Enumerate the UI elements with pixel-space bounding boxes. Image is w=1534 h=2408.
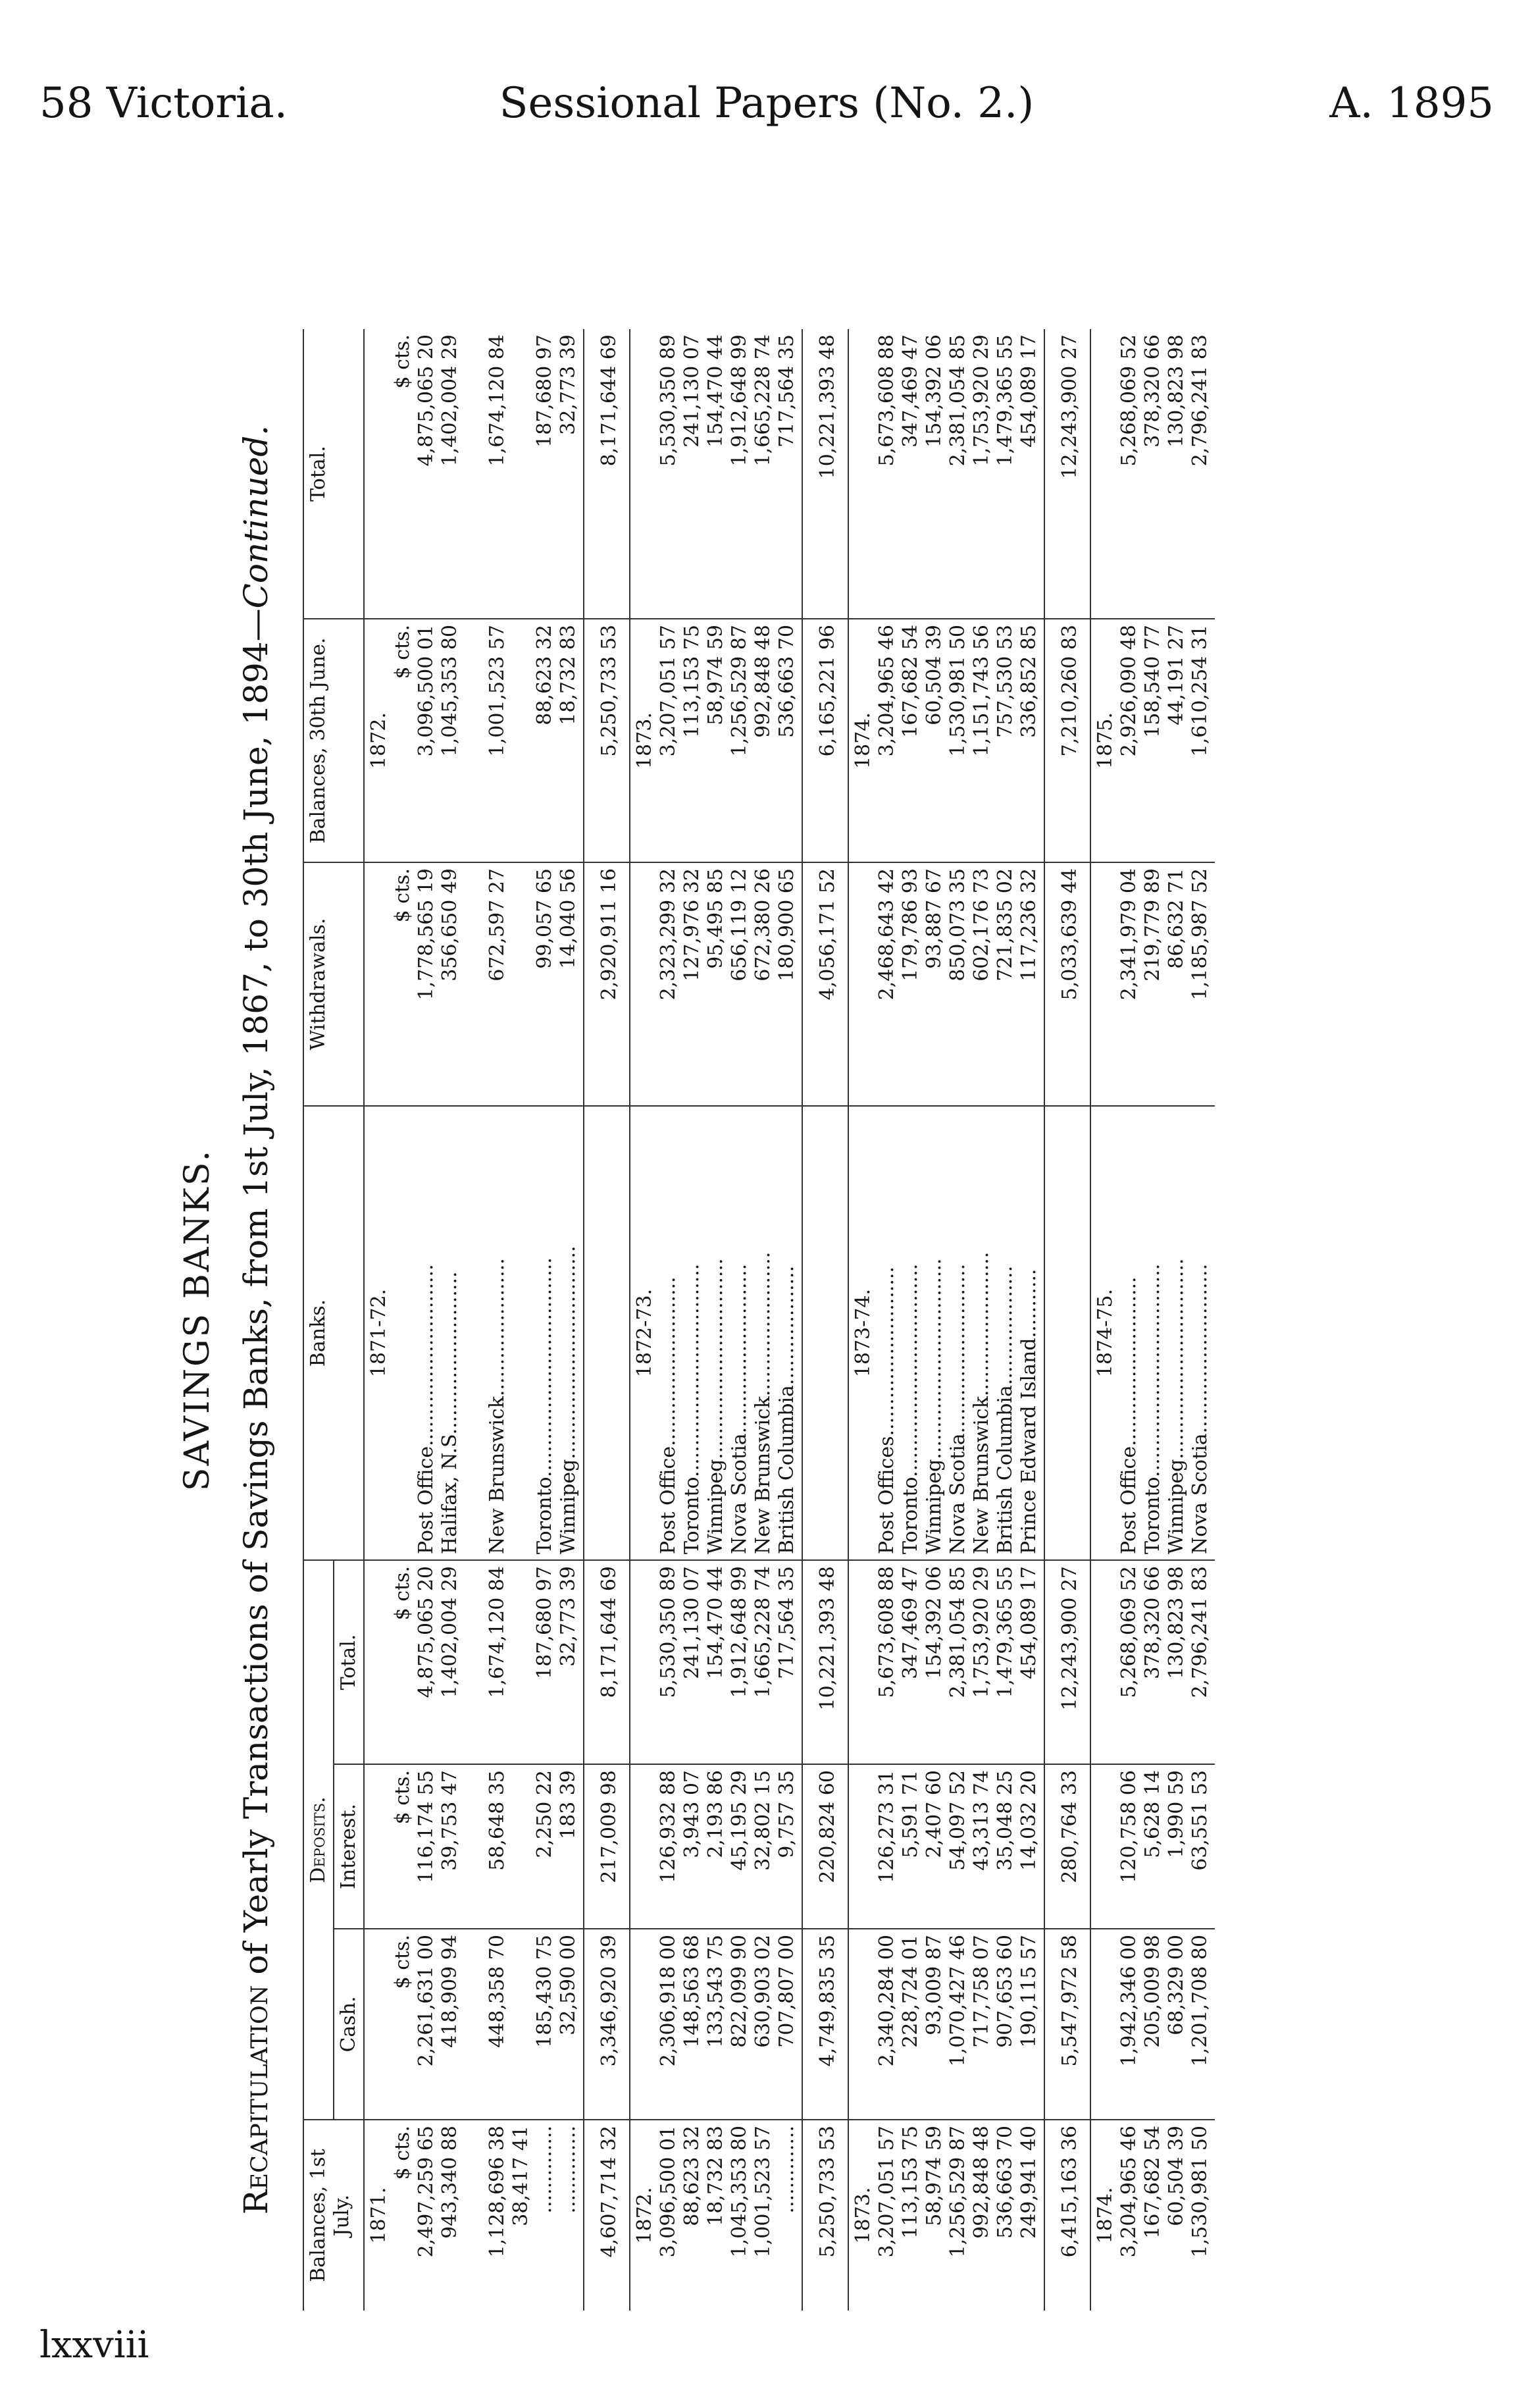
block-row (1090, 329, 1215, 2311)
close-year: 1873. (633, 712, 656, 769)
subtitle-rest: of Yearly Transactions of Savings Banks, from 1st July, 1867, to 30th June, 1894— (237, 608, 275, 1985)
subtotal-banks-empty (802, 1106, 848, 1560)
values: Post Offices........................... Toronto.................................. Winnipeg................................ Nova Scotia........................... New Brunswick....................... British Columbia................... Prince Edward Island........... (875, 1251, 1040, 1554)
open-year: 1871. (367, 2187, 390, 2244)
subtotal-total: 12,243,900 27 (1044, 1560, 1090, 1764)
header-left: 58 Victoria. (39, 79, 288, 128)
fiscal-year: 1874-75. (1094, 1288, 1117, 1378)
subtotal-cash: 5,547,972 58 (1044, 1929, 1090, 2120)
bank-names (630, 1106, 802, 1560)
balances-1st-july (630, 2120, 802, 2311)
withdrawals (364, 862, 584, 1106)
subtotal-balances-1st-july: 5,250,733 53 (816, 2126, 839, 2258)
savings-banks-table (303, 329, 1215, 2311)
balances-1st-july (364, 2120, 584, 2311)
subtotal-balances-1st-july: 6,415,163 36 (1058, 2126, 1081, 2258)
values: 5,530,350 89 241,130 07 154,470 44 1,912,648 99 1,665,228 74 717,564 35 (657, 1566, 798, 1698)
open-year: 1874. (1094, 2187, 1117, 2244)
values: 5,673,608 88 347,469 47 154,392 06 2,381,054 85 1,753,920 29 1,479,365 55 454,089 17 (875, 1566, 1040, 1698)
block-row (364, 329, 584, 2311)
subtotal-withdrawals: 4,056,171 52 (802, 862, 848, 1106)
subtotal-balances-30th-june: 6,165,221 96 (802, 619, 848, 862)
col-interest: Interest. (334, 1764, 364, 1929)
values: 3,204,965 46 167,682 54 60,504 39 1,530,981 50 (1117, 2126, 1212, 2258)
close-year: 1874. (852, 712, 875, 769)
balances-30th-june (1090, 619, 1215, 862)
subtotal-interest: 280,764 33 (1044, 1764, 1090, 1929)
col-grand-total: Total. (303, 329, 364, 619)
values: 2,926,090 48 158,540 77 44,191 27 1,610,254 31 (1117, 625, 1212, 757)
values: 4,875,065 20 1,402,004 29 1,674,120 84 187,680 97 32,773 39 (415, 334, 580, 467)
values: 2,341,979 04 219,779 89 86,632 71 1,185,987 52 (1117, 868, 1212, 1001)
withdrawals (630, 862, 802, 1106)
subtotal-total: 10,221,393 48 (802, 1560, 848, 1764)
subtotal-cash: 4,749,835 35 (802, 1929, 848, 2120)
unit-label: $ cts. (391, 1770, 414, 1825)
values: 3,207,051 57 113,153 75 58,974 59 1,256,529 87 992,848 48 536,663 70 (657, 625, 798, 757)
subtotal-cash: 3,346,920 39 (584, 1929, 630, 2120)
subtotal-grand-total: 10,221,393 48 (802, 329, 848, 619)
table-title: SAVINGS BANKS. (178, 1148, 217, 1492)
grand-total (364, 329, 584, 619)
subtotal-balances-1st-july: 4,607,714 32 (598, 2126, 621, 2258)
fiscal-year: 1871-72. (367, 1288, 390, 1378)
values: 5,268,069 52 378,320 66 130,823 98 2,796,241 83 (1117, 334, 1212, 467)
values: 2,497,259 65 943,340 88 1,128,696 38 38,417 41 .............. .............. (415, 2126, 580, 2258)
grand-total (1090, 329, 1215, 619)
subtitle-lead: Recapitulation (237, 1985, 275, 2215)
subtotal-row (1044, 329, 1090, 2311)
fiscal-year: 1872-73. (633, 1288, 656, 1378)
balances-1st-july (1090, 2120, 1215, 2311)
balances-1st-july (848, 2120, 1044, 2311)
col-balances-1st-july: Balances, 1st July. (307, 2149, 353, 2282)
col-deposits: Deposits. (303, 1560, 334, 2120)
subtotal-row (584, 329, 630, 2311)
bank-names (364, 1106, 584, 1560)
balances-30th-june (364, 619, 584, 862)
deposit-total (630, 1560, 802, 1764)
values: 2,340,284 00 228,724 01 93,009 87 1,070,427 46 717,758 07 907,653 60 190,115 57 (875, 1935, 1040, 2067)
interest (630, 1764, 802, 1929)
unit-label: $ cts. (391, 334, 414, 389)
bank-names (1090, 1106, 1215, 1560)
subtotal-row (802, 329, 848, 2311)
page-header (39, 79, 1494, 151)
col-total: Total. (334, 1560, 364, 1764)
fiscal-year: 1873-74. (852, 1288, 875, 1378)
unit-label: $ cts. (391, 1566, 414, 1621)
page-number: lxxviii (39, 2324, 149, 2367)
subtotal-interest: 217,009 98 (584, 1764, 630, 1929)
unit-label: $ cts. (391, 625, 414, 679)
open-year: 1873. (852, 2187, 875, 2244)
values: 3,207,051 57 113,153 75 58,974 59 1,256,529 87 992,848 48 536,663 70 249,941 40 (875, 2126, 1040, 2258)
subtitle-continued: Continued. (237, 425, 275, 609)
values: 116,174 55 39,753 47 58,648 35 2,250 22 183 39 (415, 1770, 580, 1883)
subtotal-grand-total: 8,171,644 69 (584, 329, 630, 619)
rotated-table-page (171, 329, 1395, 2311)
subtotal-banks-empty (584, 1106, 630, 1560)
header-center: Sessional Papers (No. 2.) (499, 79, 1035, 128)
values: Post Office........................... Toronto.................................. Winnipeg................................ Nova Scotia........................... New Brunswick....................... British Columbia................... (657, 1251, 798, 1554)
close-year: 1875. (1094, 712, 1117, 769)
interest (364, 1764, 584, 1929)
subtotal-total: 8,171,644 69 (584, 1560, 630, 1764)
col-balances-30th-june: Balances, 30th June. (303, 619, 364, 862)
values: 126,273 31 5,591 71 2,407 60 54,097 52 43,313 74 35,048 25 14,032 20 (875, 1770, 1040, 1883)
grand-total (630, 329, 802, 619)
interest (848, 1764, 1044, 1929)
deposit-total (1090, 1560, 1215, 1764)
close-year: 1872. (367, 712, 390, 769)
values: 5,673,608 88 347,469 47 154,392 06 2,381,054 85 1,753,920 29 1,479,365 55 454,089 17 (875, 334, 1040, 467)
subtotal-banks-empty (1044, 1106, 1090, 1560)
balances-30th-june (630, 619, 802, 862)
cash (1090, 1929, 1215, 2120)
subtotal-withdrawals: 5,033,639 44 (1044, 862, 1090, 1106)
values: 1,942,346 00 205,009 98 68,329 00 1,201,708 80 (1117, 1935, 1212, 2067)
values: 4,875,065 20 1,402,004 29 1,674,120 84 187,680 97 32,773 39 (415, 1566, 580, 1698)
deposit-total (848, 1560, 1044, 1764)
values: Post Office........................... Toronto.................................. Winnipeg................................ Nova Scotia........................... (1117, 1258, 1212, 1554)
values: 2,306,918 00 148,563 68 133,543 75 822,099 90 630,903 02 707,807 00 (657, 1935, 798, 2067)
header-right: A. 1895 (1329, 79, 1494, 128)
unit-label: $ cts. (391, 868, 414, 923)
subtotal-withdrawals: 2,920,911 16 (584, 862, 630, 1106)
values: 2,323,299 32 127,976 32 95,495 85 656,119 12 672,380 26 180,900 65 (657, 868, 798, 1001)
values: 3,096,500 01 1,045,353 80 1,001,523 57 88,623 32 18,732 83 (415, 625, 580, 757)
cash (630, 1929, 802, 2120)
values: 120,758 06 5,628 14 1,990 59 63,551 53 (1117, 1770, 1212, 1883)
unit-label: $ cts. (391, 2126, 414, 2180)
withdrawals (1090, 862, 1215, 1106)
values: 1,778,565 19 356,650 49 672,597 27 99,057 65 14,040 56 (415, 868, 580, 1001)
subtotal-balances-30th-june: 5,250,733 53 (584, 619, 630, 862)
table-subtitle (237, 329, 275, 2311)
cash (848, 1929, 1044, 2120)
values: 3,096,500 01 88,623 32 18,732 83 1,045,353 80 1,001,523 57 .............. (657, 2126, 798, 2258)
values: 3,204,965 46 167,682 54 60,504 39 1,530,981 50 1,151,743 56 757,530 53 336,852 85 (875, 625, 1040, 757)
values: 5,268,069 52 378,320 66 130,823 98 2,796,241 83 (1117, 1566, 1212, 1698)
block-row (848, 329, 1044, 2311)
col-banks: Banks. (303, 1106, 364, 1560)
values: Post Office............................. Halifax, N.S.......................... New Brunswick...................... Toronto................................... Winnipeg.................................. (415, 1245, 580, 1554)
unit-label: $ cts. (391, 1935, 414, 1989)
values: 2,261,631 00 418,909 94 448,358 70 185,430 75 32,590 00 (415, 1935, 580, 2067)
col-cash: Cash. (334, 1929, 364, 2120)
withdrawals (848, 862, 1044, 1106)
block-row (630, 329, 802, 2311)
values: 2,468,643 42 179,786 93 93,887 67 850,073 35 602,176 73 721,835 02 117,236 32 (875, 868, 1040, 1001)
balances-30th-june (848, 619, 1044, 862)
bank-names (848, 1106, 1044, 1560)
col-withdrawals: Withdrawals. (303, 862, 364, 1106)
values: 5,530,350 89 241,130 07 154,470 44 1,912,648 99 1,665,228 74 717,564 35 (657, 334, 798, 467)
open-year: 1872. (633, 2187, 656, 2244)
subtotal-interest: 220,824 60 (802, 1764, 848, 1929)
interest (1090, 1764, 1215, 1929)
subtotal-balances-30th-june: 7,210,260 83 (1044, 619, 1090, 862)
grand-total (848, 329, 1044, 619)
deposit-total (364, 1560, 584, 1764)
subtotal-grand-total: 12,243,900 27 (1044, 329, 1090, 619)
cash (364, 1929, 584, 2120)
values: 126,932 88 3,943 07 2,193 86 45,195 29 32,802 15 9,757 35 (657, 1770, 798, 1883)
